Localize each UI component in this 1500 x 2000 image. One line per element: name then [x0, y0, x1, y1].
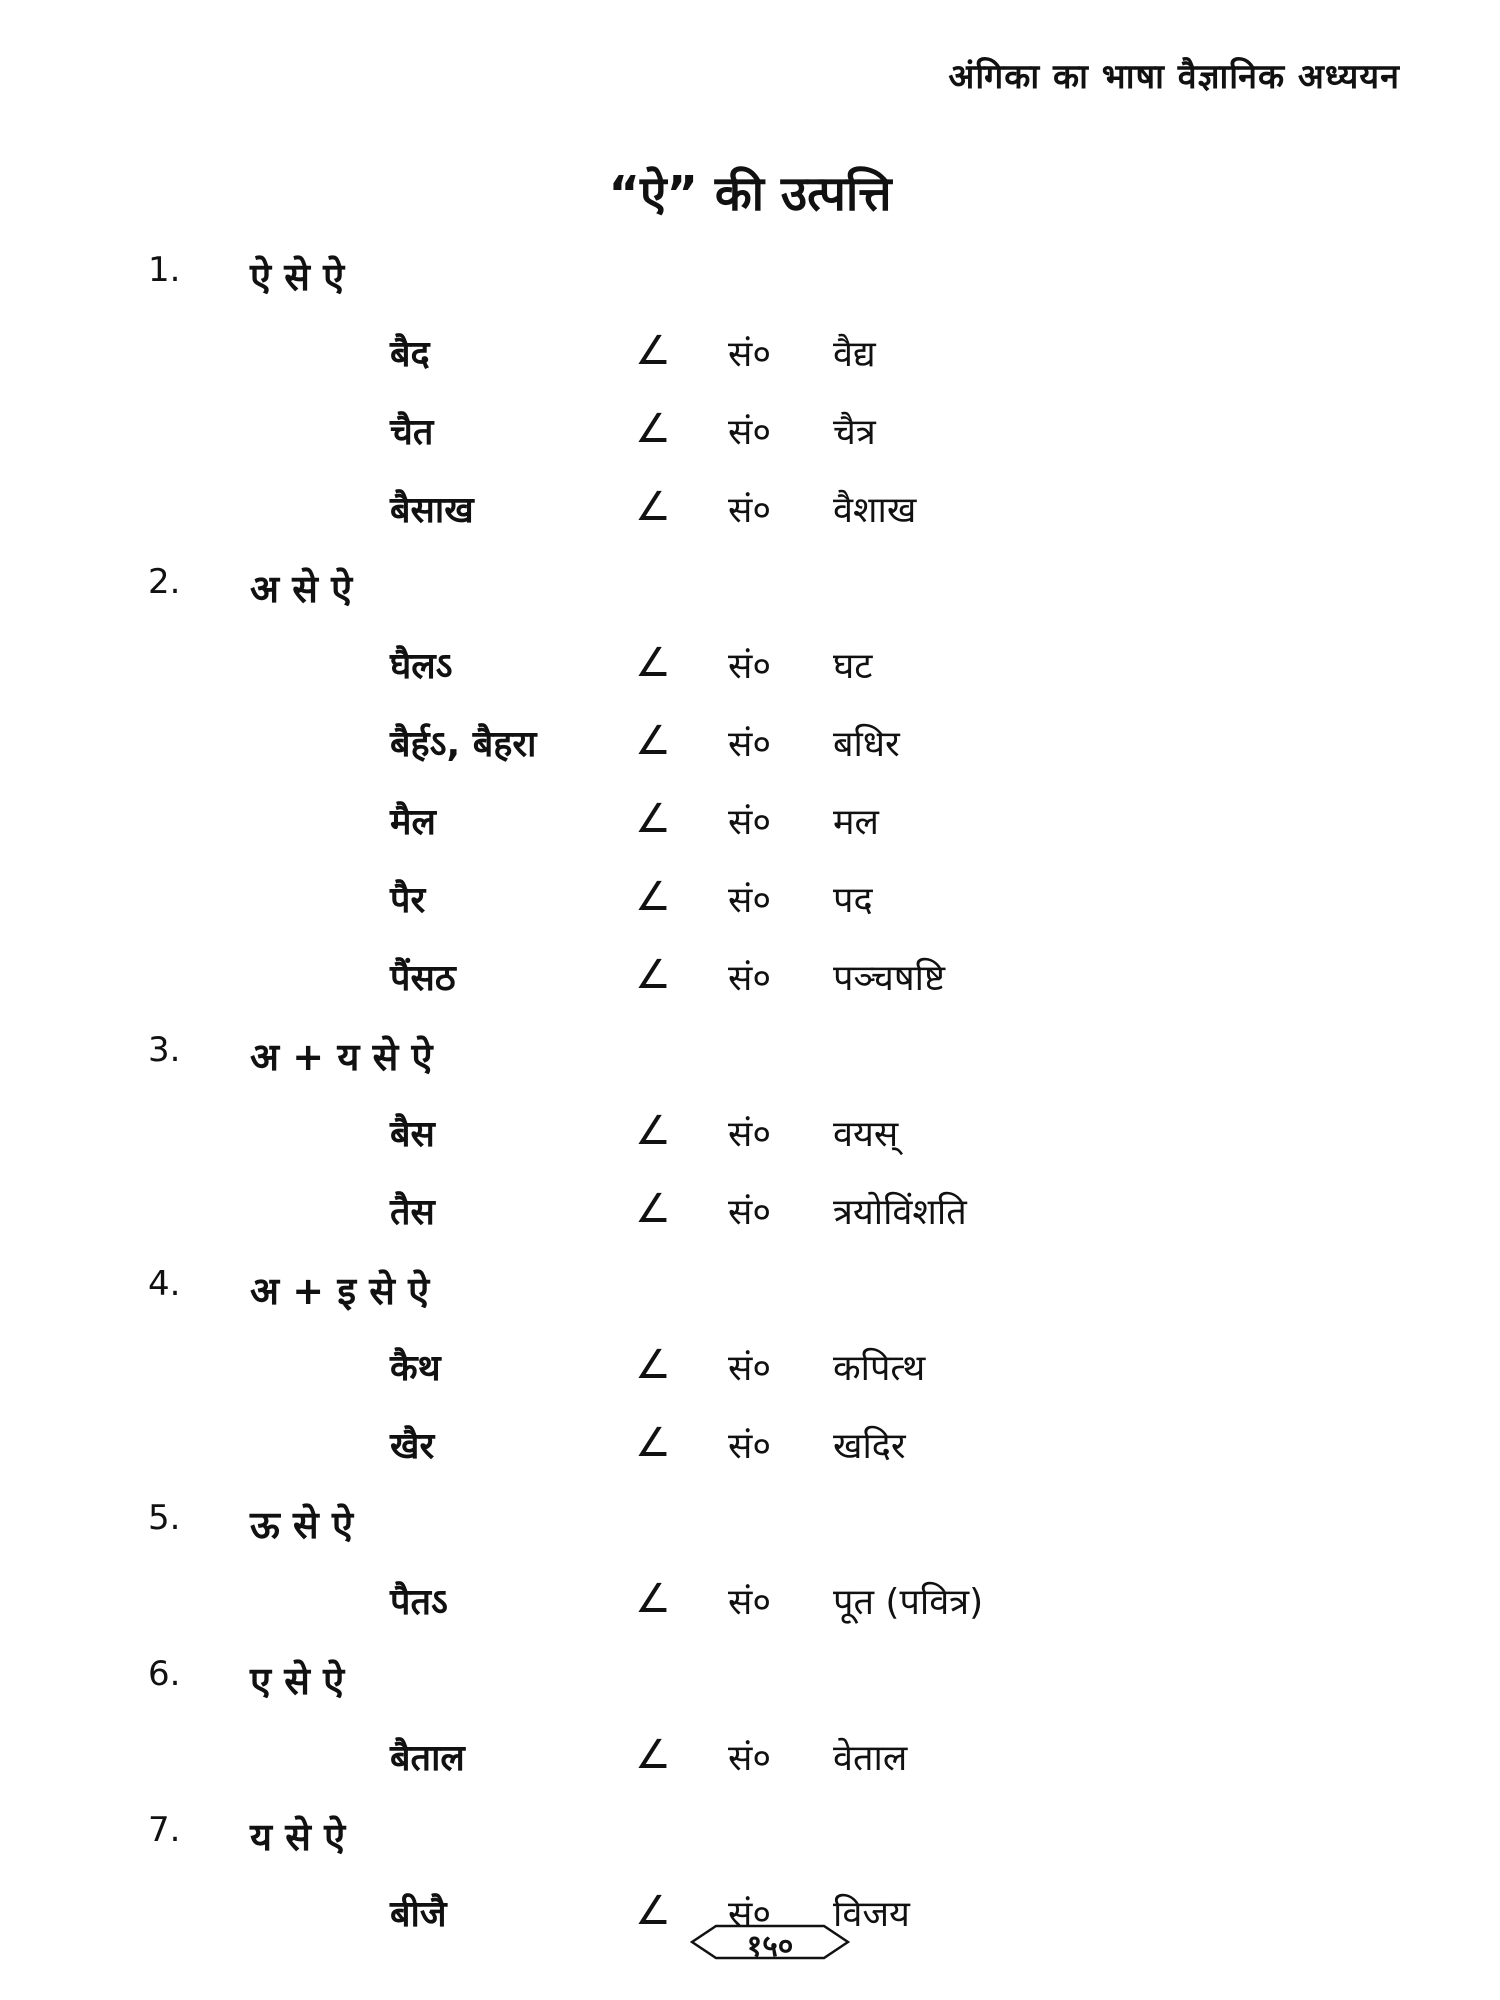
derivation-angle-icon: ∠ [635, 1186, 671, 1232]
angika-word: बीजै [390, 1894, 447, 1935]
sanskrit-source-word: पूत (पवित्र) [833, 1582, 984, 1623]
derivation-angle-icon: ∠ [635, 718, 671, 764]
derivation-angle-icon: ∠ [635, 874, 671, 920]
sanskrit-source-word: वैशाख [833, 490, 917, 531]
section-rule: ऊ से ऐ [250, 1503, 353, 1547]
section-heading [0, 1030, 1500, 1108]
sanskrit-source-word: वैद्य [833, 334, 876, 375]
derivation-angle-icon: ∠ [635, 1420, 671, 1466]
entry-row [0, 1732, 1500, 1810]
section-heading [0, 1498, 1500, 1576]
derivation-angle-icon: ∠ [635, 640, 671, 686]
entry-row [0, 796, 1500, 874]
section-heading [0, 1654, 1500, 1732]
angika-word: चैत [390, 412, 434, 453]
sanskrit-source-word: विजय [833, 1894, 910, 1935]
entry-row [0, 484, 1500, 562]
angika-word: पैर [390, 880, 426, 921]
sanskrit-source-word: पद [833, 880, 873, 921]
section-rule: य से ऐ [250, 1815, 346, 1859]
entry-row [0, 718, 1500, 796]
derivation-angle-icon: ∠ [635, 406, 671, 452]
section-number: 1. [148, 250, 181, 290]
derivation-angle-icon: ∠ [635, 328, 671, 374]
entry-row [0, 874, 1500, 952]
sanskrit-abbreviation: सं० [728, 1582, 772, 1623]
entry-row [0, 952, 1500, 1030]
section-rule: ऐ से ऐ [250, 255, 345, 299]
sanskrit-abbreviation: सं० [728, 880, 772, 921]
entry-row [0, 1420, 1500, 1498]
entry-row [0, 1576, 1500, 1654]
angika-word: तैस [390, 1192, 435, 1233]
angika-word: मैल [390, 802, 436, 843]
section-rule: अ + इ से ऐ [250, 1269, 430, 1313]
derivation-angle-icon: ∠ [635, 952, 671, 998]
derivation-angle-icon: ∠ [635, 1108, 671, 1154]
entry-row [0, 328, 1500, 406]
derivation-angle-icon: ∠ [635, 1576, 671, 1622]
sanskrit-abbreviation: सं० [728, 1894, 772, 1935]
sanskrit-source-word: पञ्चषष्टि [833, 958, 945, 999]
angika-word: कैथ [390, 1348, 441, 1389]
sanskrit-abbreviation: सं० [728, 958, 772, 999]
section-rule: अ से ऐ [250, 567, 353, 611]
section-number: 5. [148, 1498, 181, 1538]
sanskrit-abbreviation: सं० [728, 412, 772, 453]
section-number: 6. [148, 1654, 181, 1694]
entry-row [0, 406, 1500, 484]
sanskrit-abbreviation: सं० [728, 1738, 772, 1779]
sanskrit-abbreviation: सं० [728, 334, 772, 375]
derivation-angle-icon: ∠ [635, 796, 671, 842]
angika-word: बैस [390, 1114, 435, 1155]
section-number: 2. [148, 562, 181, 602]
section-heading [0, 250, 1500, 328]
sanskrit-abbreviation: सं० [728, 724, 772, 765]
page-number: १५० [746, 1929, 794, 1964]
derivation-angle-icon: ∠ [635, 1732, 671, 1778]
entry-row [0, 1186, 1500, 1264]
sanskrit-abbreviation: सं० [728, 1426, 772, 1467]
derivation-angle-icon: ∠ [635, 1888, 671, 1934]
page-number-badge [690, 1922, 850, 1962]
sanskrit-source-word: घट [833, 646, 873, 687]
section-heading [0, 1264, 1500, 1342]
sanskrit-abbreviation: सं० [728, 802, 772, 843]
sanskrit-source-word: मल [833, 802, 879, 843]
section-number: 4. [148, 1264, 181, 1304]
sanskrit-abbreviation: सं० [728, 490, 772, 531]
sanskrit-source-word: चैत्र [833, 412, 876, 453]
sanskrit-abbreviation: सं० [728, 646, 772, 687]
angika-word: पैतऽ [390, 1582, 448, 1623]
sanskrit-source-word: कपित्थ [833, 1348, 926, 1389]
angika-word: बैताल [390, 1738, 465, 1779]
angika-word: घैलऽ [390, 646, 453, 687]
section-rule: अ + य से ऐ [250, 1035, 433, 1079]
section-heading [0, 1810, 1500, 1888]
sanskrit-abbreviation: सं० [728, 1114, 772, 1155]
angika-word: खैर [390, 1426, 435, 1467]
angika-word: बैर्हऽ, बैहरा [390, 724, 537, 765]
sanskrit-abbreviation: सं० [728, 1192, 772, 1233]
sanskrit-source-word: वयस् [833, 1114, 899, 1155]
section-number: 7. [148, 1810, 181, 1850]
section-rule: ए से ऐ [250, 1659, 345, 1703]
sanskrit-source-word: बधिर [833, 724, 900, 765]
sanskrit-source-word: खदिर [833, 1426, 906, 1467]
angika-word: पैंसठ [390, 958, 456, 999]
running-header: अंगिका का भाषा वैज्ञानिक अध्ययन [948, 57, 1400, 97]
sanskrit-source-word: वेताल [833, 1738, 908, 1779]
derivation-list [0, 250, 1500, 1966]
derivation-angle-icon: ∠ [635, 1342, 671, 1388]
angika-word: बैद [390, 334, 430, 375]
entry-row [0, 640, 1500, 718]
page-title: “ऐ” की उत्पत्ति [608, 166, 892, 222]
entry-row [0, 1342, 1500, 1420]
section-number: 3. [148, 1030, 181, 1070]
angika-word: बैसाख [390, 490, 474, 531]
derivation-angle-icon: ∠ [635, 484, 671, 530]
entry-row [0, 1108, 1500, 1186]
section-heading [0, 562, 1500, 640]
sanskrit-source-word: त्रयोविंशति [833, 1192, 967, 1233]
sanskrit-abbreviation: सं० [728, 1348, 772, 1389]
